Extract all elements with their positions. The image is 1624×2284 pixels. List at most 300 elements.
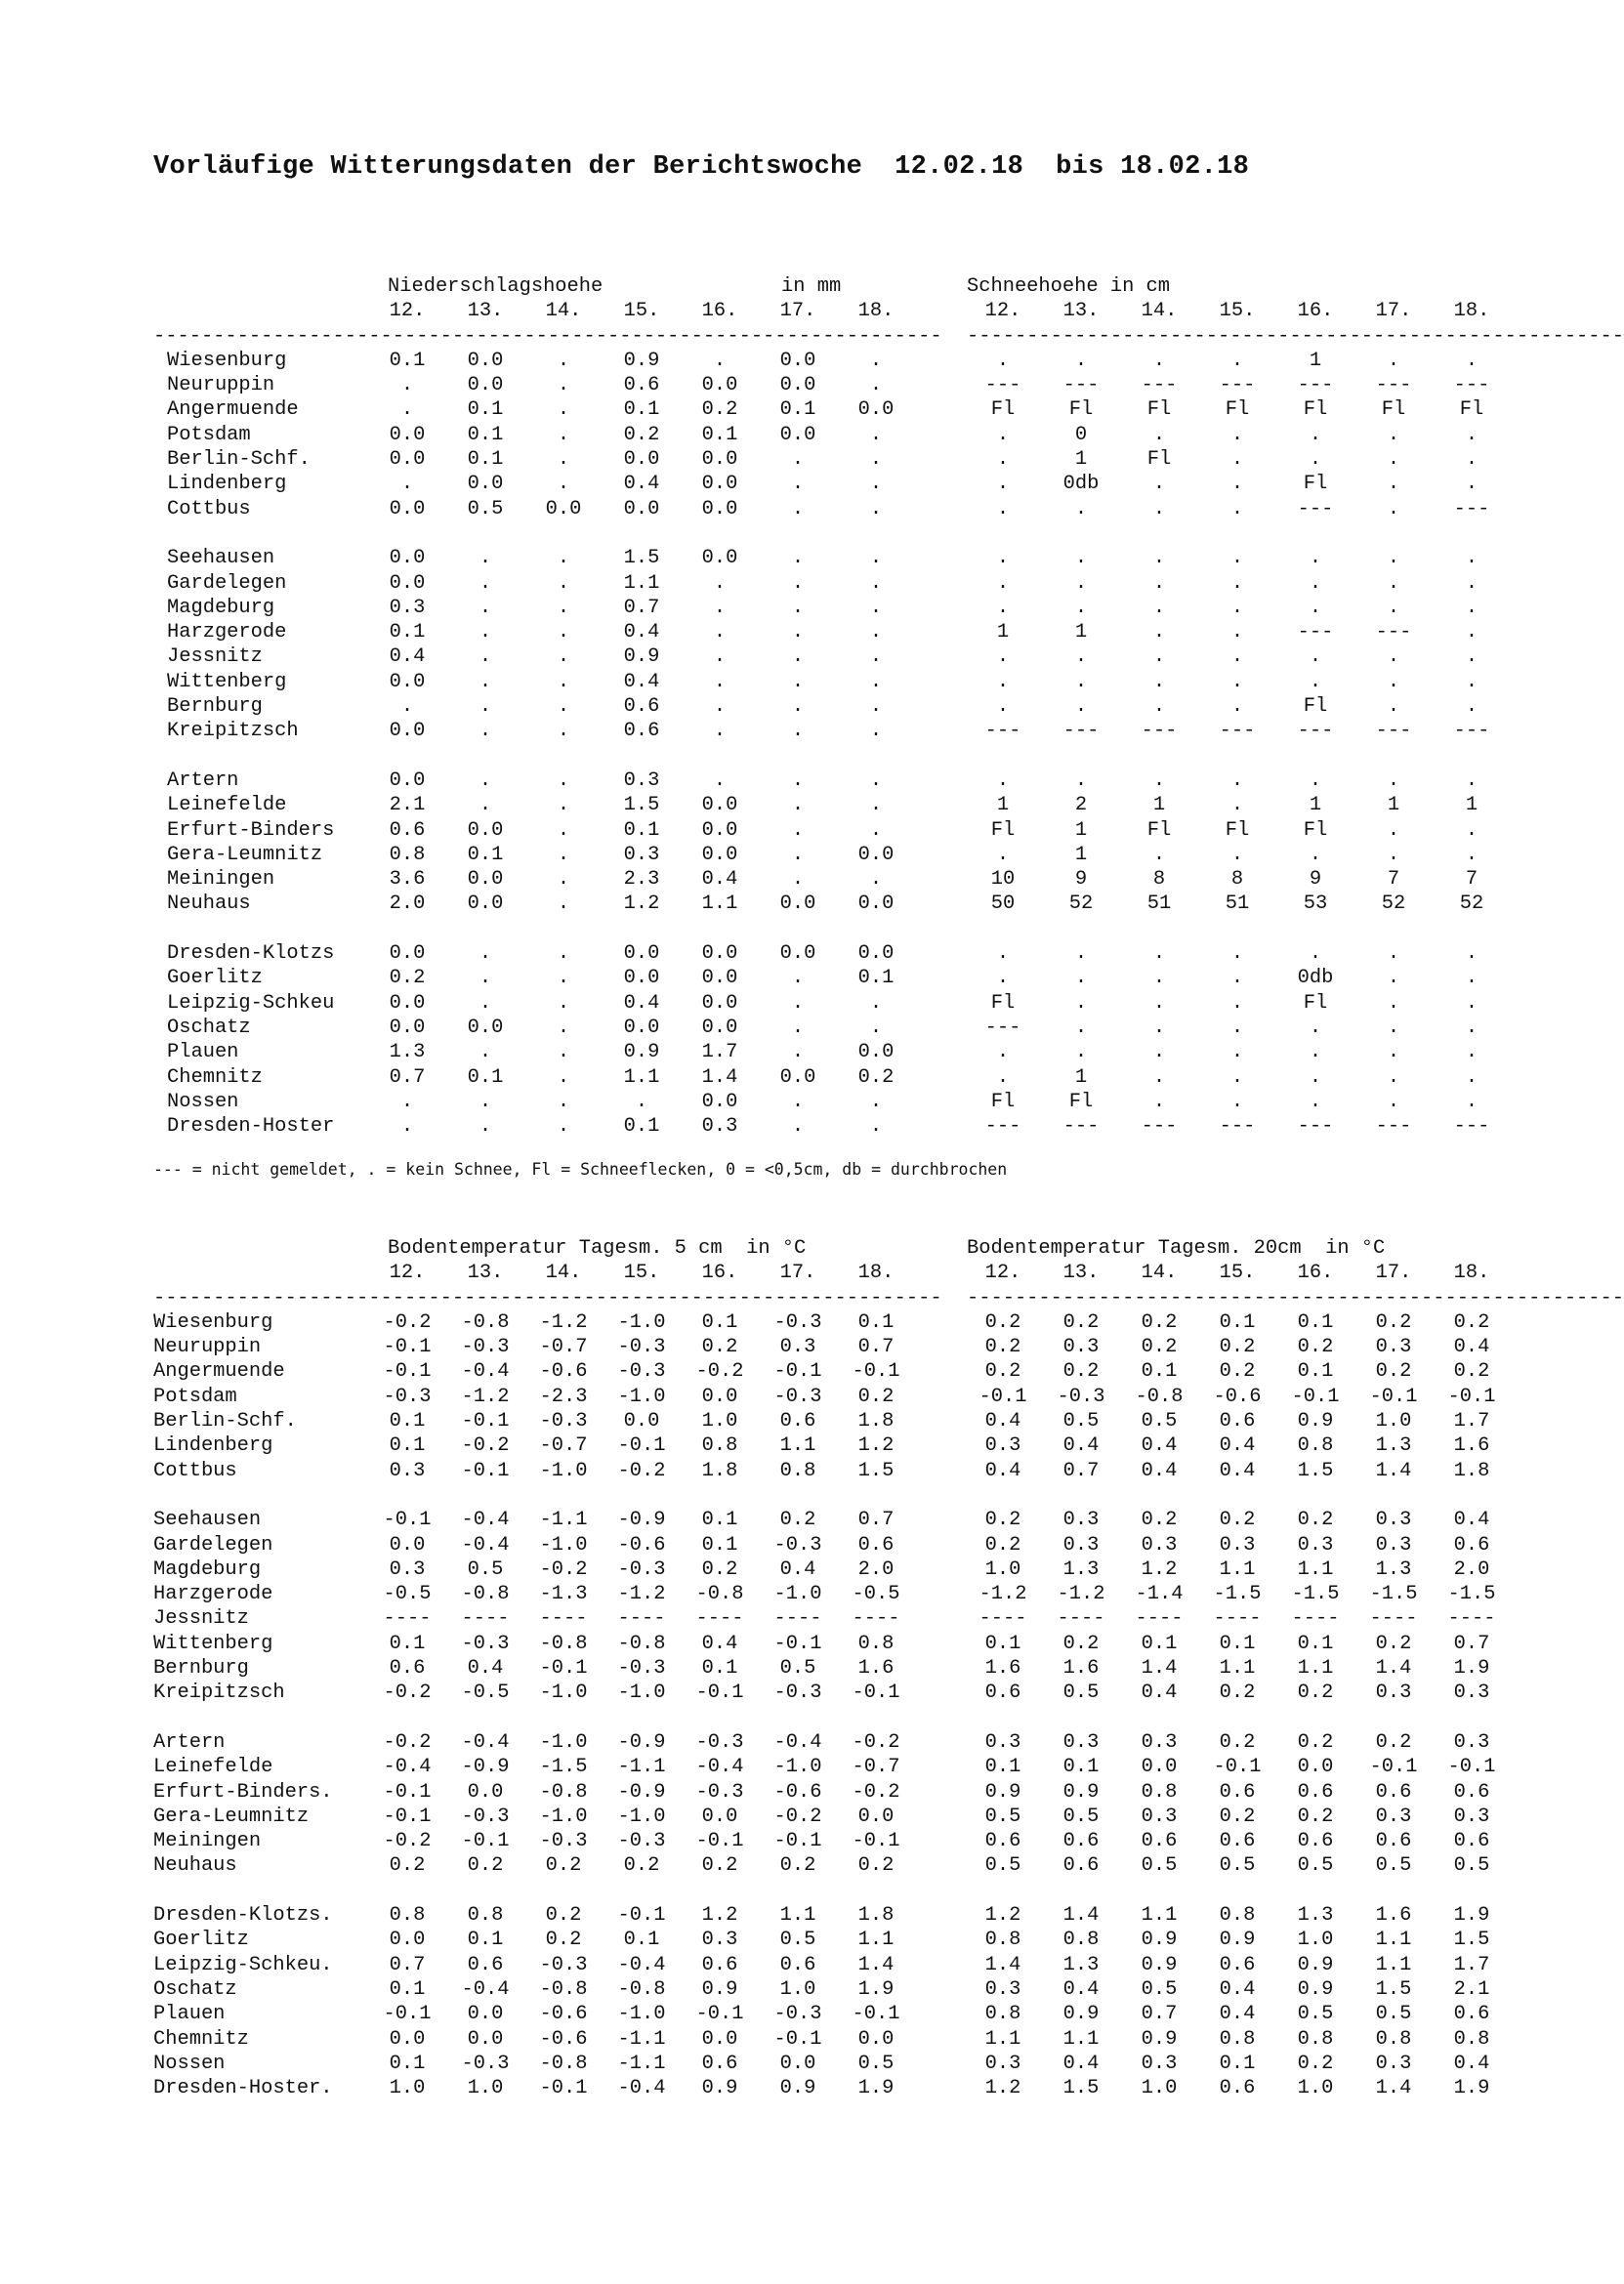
precip-value: . [479,670,492,693]
snow-value: 1 [1074,843,1088,866]
station-name: Magdeburg [167,596,275,619]
soil-temp-5cm-value: 1.5 [857,1459,895,1482]
snow-value: --- [1062,720,1100,743]
table-row [153,1903,1490,1928]
soil-temp-20cm-value: 0.5 [1375,1854,1412,1878]
snow-value: 1 [1152,794,1166,817]
precip-value: . [791,843,805,866]
precip-value: . [791,720,805,743]
soil-temp-5cm-value: 0.0 [389,1533,426,1557]
soil-temp-5cm-value: 1.9 [857,1977,895,2001]
soil-temp-20cm-value: 1.1 [984,2027,1021,2051]
soil-temp-5cm-value: -0.6 [617,1533,666,1557]
snow-value: 1 [1074,818,1088,842]
table-row [153,423,1478,447]
station-name: Artern [167,768,239,792]
soil-temp-5cm-value: 0.0 [389,2027,426,2051]
precip-snow-date-row [153,299,1490,323]
snow-value: 0db [1062,473,1100,496]
snow-value: . [1230,794,1244,817]
soil-temp-20cm-value: 0.2 [1453,1360,1490,1384]
soil-temp-20cm-value: 0.3 [984,1730,1021,1754]
soil-temp-20cm-value: 0.2 [1375,1730,1412,1754]
precip-value: 0.1 [779,398,816,422]
precip-value: . [635,1090,648,1113]
soil-temp-20cm-value: 0.2 [1375,1632,1412,1655]
precip-value: . [869,374,883,397]
day-label: 17. [1375,300,1412,323]
day-label: 13. [1062,300,1100,323]
soil-temp-20cm-value: 0.5 [1141,1854,1178,1878]
soil-temp-20cm-value: 1.4 [1062,1904,1100,1928]
soil-temp-5cm-value: 0.6 [779,1410,816,1433]
precip-value: 0.0 [467,893,504,916]
station-name: Goerlitz [153,1929,249,1952]
soil-temp-5cm-value: -1.0 [617,1385,666,1408]
precip-value: . [557,720,570,743]
soil-temp-20cm-value: 0.6 [1297,1830,1334,1853]
snow-value: Fl [1459,398,1484,422]
soil-temp-5cm-value: -0.8 [461,1310,510,1334]
table-row [153,1310,1490,1335]
soil-temp-5cm-value: ---- [695,1607,744,1631]
snow-value: --- [1141,1115,1178,1139]
soil-temp-20cm-value: 0.7 [1062,1459,1100,1482]
soil-temp-5cm-value: ---- [617,1607,666,1631]
precip-value: 0.0 [467,473,504,496]
soil-temp-20cm-value: 0.0 [1297,1756,1334,1779]
snow-value: . [1465,991,1478,1015]
soil-temp-5cm-value: -0.9 [461,1756,510,1779]
snow-value: . [1230,448,1244,472]
table-row [153,892,1484,916]
precip-value: . [557,398,570,422]
table-row [153,497,1490,521]
snow-value: . [1465,818,1478,842]
precip-value: . [869,645,883,669]
precip-value: 0.0 [701,967,738,990]
precip-value: . [791,448,805,472]
precip-value: 0.0 [467,818,504,842]
precip-value: . [400,374,414,397]
soil-temp-20cm-value: 0.2 [984,1310,1021,1334]
soil-temp-20cm-value: 0.2 [1062,1360,1100,1384]
precip-unit: in mm [781,275,842,298]
station-name: Berlin-Schf. [153,1410,297,1433]
soil-temp-5cm-value: -0.1 [461,1830,510,1853]
snow-value: . [1465,473,1478,496]
soil-temp-5cm-value: -0.1 [539,1657,588,1681]
soil-temp-20cm-value: 0.4 [1141,1434,1178,1458]
snow-value: . [1309,942,1322,966]
snow-value: . [1230,596,1244,619]
table-row [153,1409,1490,1433]
station-name: Leipzig-Schkeu [167,991,335,1015]
precip-value: 0.0 [701,497,738,520]
soil-temp-20cm-value: 0.5 [984,1805,1021,1828]
station-name: Gardelegen [167,571,287,595]
table-row [153,1582,1496,1606]
soil-temp-5cm-value: -0.1 [383,1780,432,1804]
soil-temp-5cm-value: -1.3 [539,1583,588,1606]
table-row [153,1016,1478,1040]
soil-temp-5cm-value: -0.8 [617,1632,666,1655]
snow-value: Fl [1303,398,1328,422]
snow-value: . [1387,596,1400,619]
soil-temp-5cm-value: -0.3 [617,1557,666,1581]
snow-value: . [1309,448,1322,472]
station-name: Cottbus [167,497,251,520]
soil-temp-5cm-value: 0.1 [623,1929,660,1952]
snow-value: . [996,670,1010,693]
soil-temp-5cm-value: -0.3 [461,1632,510,1655]
soil-temp-20cm-value: 0.3 [1375,1805,1412,1828]
soil-temp-20cm-value: 0.9 [1219,1929,1256,1952]
soil-temp-20cm-value: 0.6 [1453,1533,1490,1557]
soil-temp-5cm-value: -1.0 [773,1756,822,1779]
soil-temp-5cm-value: -0.3 [773,1310,822,1334]
precip-value: 0.9 [623,1041,660,1064]
day-label: 14. [545,1262,582,1285]
snow-value: . [1465,1016,1478,1039]
table-row [153,867,1478,892]
snow-value: . [1074,942,1088,966]
table-row [153,1730,1490,1755]
precip-value: 0.9 [623,645,660,669]
day-label: 12. [389,300,426,323]
snow-value: 50 [990,893,1016,916]
precip-value: 0.2 [623,423,660,446]
snow-value: . [1230,768,1244,792]
station-name: Plauen [167,1041,239,1064]
soil-temp-5cm-value: -0.3 [695,1730,744,1754]
soil-temp-20cm-value: 0.6 [1453,1830,1490,1853]
precip-value: . [869,768,883,792]
precip-value: . [791,967,805,990]
snow-value: . [1465,645,1478,669]
station-name: Gera-Leumnitz [167,843,323,866]
precip-value: 0.0 [623,1016,660,1039]
soil-temp-5cm-value: 0.2 [623,1854,660,1878]
snow-value: . [1465,448,1478,472]
soil-temp-5cm-value: -1.0 [617,2003,666,2026]
table-row [153,1780,1490,1805]
soil-temp-5cm-value: -0.1 [539,2077,588,2100]
snow-value: 10 [990,868,1016,892]
soil-temp-20cm-value: 0.2 [1375,1360,1412,1384]
station-name: Lindenberg [167,473,287,496]
soil-temp-5cm-value: -0.3 [773,2003,822,2026]
soil-temp-5cm-value: -0.4 [461,1509,510,1532]
soil-temp-20cm-value: 0.9 [1297,1953,1334,1976]
soil-temp-5cm-value: -0.7 [539,1434,588,1458]
station-group [153,349,1490,521]
precip-value: 0.0 [389,423,426,446]
snow-value: . [1074,349,1088,372]
soil-temp-5cm-value: -0.4 [383,1756,432,1779]
soil-temp-5cm-value: ---- [773,1607,822,1631]
soil-temp-20cm-value: -0.1 [1447,1385,1496,1408]
soil-temp-20cm-value: 0.4 [1141,1682,1178,1705]
soil-temp-20cm-value: 1.9 [1453,1904,1490,1928]
soil-temp-20cm-value: 0.8 [1219,1904,1256,1928]
precip-value: 0.0 [701,448,738,472]
precip-value: 0.0 [389,768,426,792]
soil-temp-5cm-value: -0.3 [461,2052,510,2075]
soil-temp-5cm-value: ---- [539,1607,588,1631]
soil-temp-20cm-value: 0.4 [1219,1459,1256,1482]
station-name: Jessnitz [153,1607,249,1631]
snow-value: 2 [1074,794,1088,817]
snow-value: . [1230,547,1244,570]
precip-value: 0.1 [467,448,504,472]
soil-temp-20cm-value: -0.1 [1213,1756,1262,1779]
soil-temp-5cm-value: -1.0 [539,1459,588,1482]
soil-temp-5cm-value: -0.1 [617,1434,666,1458]
soil-temp-20cm-value: -0.1 [1291,1385,1340,1408]
precip-value: . [713,670,727,693]
soil-temp-5cm-value: -2.3 [539,1385,588,1408]
soil-temp-20cm-value: 0.6 [1297,1780,1334,1804]
snow-value: 1 [1387,794,1400,817]
station-group [153,941,1490,1139]
precip-value: . [479,645,492,669]
precip-value: 0.0 [467,349,504,372]
snow-value: 1 [1074,1065,1088,1089]
soil-temp-20cm-value: 0.8 [1141,1780,1178,1804]
station-name: Oschatz [153,1977,237,2001]
soil-temp-5cm-value: -0.3 [617,1336,666,1359]
soil-temp-5cm-value: -0.8 [539,1632,588,1655]
soil-temp-5cm-value: 1.9 [857,2077,895,2100]
soil-temp-5cm-value: -0.1 [852,1360,900,1384]
station-name: Gardelegen [153,1533,273,1557]
snow-value: 7 [1465,868,1478,892]
precip-value: 0.7 [389,1065,426,1089]
snow-value: . [996,448,1010,472]
soil-temp-20cm-value: 1.3 [1062,1557,1100,1581]
snow-value: . [1230,349,1244,372]
precip-value: 0.0 [467,868,504,892]
soil-temp-20cm-value: 0.1 [984,1756,1021,1779]
snow-value: Fl [1225,818,1250,842]
station-group [153,546,1490,743]
precip-value: . [713,596,727,619]
soil-temp-20cm-value: -1.2 [979,1583,1027,1606]
snow-value: . [1309,571,1322,595]
snow-value: . [1309,645,1322,669]
soil-temp-20cm-value: 0.8 [1297,1434,1334,1458]
station-name: Goerlitz [167,967,263,990]
soil-temp-20cm-value: 0.5 [1297,1854,1334,1878]
day-label: 14. [1141,300,1178,323]
snow-value: . [1387,1016,1400,1039]
precip-value: 0.0 [389,670,426,693]
soil-temp-20cm-value: 0.2 [1219,1509,1256,1532]
soil-temp-5cm-value: -1.2 [617,1583,666,1606]
precip-value: . [557,1016,570,1039]
precip-value: . [557,868,570,892]
soil-temp-5cm-value: -0.1 [383,1336,432,1359]
precip-value: . [479,768,492,792]
precip-value: 0.2 [389,967,426,990]
snow-value: . [1309,1041,1322,1064]
soil-temp-5cm-value: 0.9 [701,1977,738,2001]
precip-value: . [791,991,805,1015]
soil-temp-5cm-value: -0.5 [852,1583,900,1606]
soil-temp-20cm-value: 0.3 [1375,2052,1412,2075]
snow-value: . [1465,670,1478,693]
snow-value: . [1465,843,1478,866]
snow-value: 0 [1074,423,1088,446]
precip-value: 0.9 [623,349,660,372]
soil-temp-5cm-value: 1.0 [389,2077,426,2100]
table-row [153,1805,1490,1829]
soil-temp-5cm-value: 0.4 [701,1632,738,1655]
precip-value: . [869,423,883,446]
soil-temp-20cm-value: 0.3 [1219,1533,1256,1557]
soil-temp-20cm-value: ---- [979,1607,1027,1631]
snow-value: . [1465,1090,1478,1113]
soil-temp-20cm-value: 1.3 [1375,1434,1412,1458]
soil-temp-5cm-value: -0.4 [461,1977,510,2001]
precip-value: . [557,645,570,669]
soil-temp-5cm-value: -0.1 [695,1830,744,1853]
soil-temp-20cm-value: 0.1 [1219,1310,1256,1334]
soil-temp-5cm-value: 1.6 [857,1657,895,1681]
snow-value: . [1465,695,1478,719]
snow-value: --- [1141,720,1178,743]
soil-temp-5cm-value: -0.6 [539,2003,588,2026]
snow-value: . [996,349,1010,372]
day-label: 17. [1375,1262,1412,1285]
soil-temp-5cm-value: -0.1 [383,1805,432,1828]
station-name: Cottbus [153,1459,237,1482]
precip-value: 0.1 [857,967,895,990]
soil-temp-5cm-value: -0.3 [461,1336,510,1359]
soil-temp-5cm-value: -0.4 [461,1533,510,1557]
snow-value: . [1074,571,1088,595]
soil-temp-5cm-value: -1.2 [539,1310,588,1334]
soil-temp-5cm-value: -1.1 [539,1509,588,1532]
snow-value: . [1152,423,1166,446]
precip-value: . [713,349,727,372]
soil-temp-5cm-value: -0.1 [852,2003,900,2026]
soil-temp-20cm-value: 0.1 [1141,1360,1178,1384]
precip-value: . [479,621,492,644]
snow-value: . [1387,942,1400,966]
precip-value: 0.4 [623,473,660,496]
precip-value: . [869,571,883,595]
soil-temp-20cm-value: 2.1 [1453,1977,1490,2001]
soil-temp-5cm-value: -0.6 [539,1360,588,1384]
station-group [153,768,1484,917]
station-name: Jessnitz [167,645,263,669]
soil-temp-20cm-value: 1.4 [1141,1657,1178,1681]
soil-temp-20cm-value: 0.8 [1453,2027,1490,2051]
soil-temp-5cm-value: 0.6 [857,1533,895,1557]
soil-temp-5cm-value: 0.6 [389,1657,426,1681]
precip-value: . [791,868,805,892]
snow-value: 51 [1146,893,1172,916]
soil-temp-5cm-value: -0.5 [461,1682,510,1705]
station-group [153,1310,1496,1483]
day-label: 15. [623,1262,660,1285]
soil-temp-20cm-value: 0.8 [1297,2027,1334,2051]
soil-temp-20cm-value: 1.0 [1141,2077,1178,2100]
soil-temp-20cm-value: 0.3 [1062,1533,1100,1557]
snow-value: . [1309,1016,1322,1039]
snow-value: Fl [1068,1090,1094,1113]
soil-temp-20cm-value: 0.2 [1141,1310,1178,1334]
precip-value: 0.0 [857,893,895,916]
soil-temp-20cm-value: 1.1 [1219,1657,1256,1681]
soil-temp-20cm-value: 0.3 [1141,1730,1178,1754]
soil-temp-5cm-value: -0.4 [617,2077,666,2100]
precip-value: 0.3 [389,596,426,619]
soil-temp-5cm-value: 0.0 [779,2052,816,2075]
soil-temp-5cm-value: 1.0 [779,1977,816,2001]
precip-value: . [869,794,883,817]
soil-temp-20cm-value: 0.5 [1375,2003,1412,2026]
soil-temp-5cm-value: 0.5 [779,1929,816,1952]
precip-value: 0.0 [701,1016,738,1039]
soil-temp-20cm-value: 1.8 [1453,1459,1490,1482]
soil-temp-20cm-value: 0.9 [984,1780,1021,1804]
soil-temp-5cm-value: -0.2 [617,1459,666,1482]
station-group [153,1508,1496,1705]
snow-value: . [1230,1041,1244,1064]
table-row [153,1953,1490,1977]
soil-temp-20cm-value: 0.2 [1062,1632,1100,1655]
soil-temp-5cm-value: 0.2 [545,1929,582,1952]
soil-temp-5cm-value: -0.9 [617,1730,666,1754]
soil-temp-20cm-value: 0.7 [1141,2003,1178,2026]
table-row [153,694,1478,719]
soil-temp-5cm-value: -0.3 [617,1657,666,1681]
soil-temp-20cm-value: 0.6 [1219,1953,1256,1976]
soil-temp-20cm-value: 0.4 [984,1459,1021,1482]
soil-temp-5cm-value: -1.2 [461,1385,510,1408]
station-name: Dresden-Hoster. [153,2077,333,2100]
station-name: Wittenberg [153,1632,273,1655]
station-name: Dresden-Klotzs [167,942,335,966]
precip-value: . [479,695,492,719]
precip-value: 0.0 [779,942,816,966]
snow-value: 1 [1074,448,1088,472]
soil-temp-20cm-value: 0.1 [1297,1632,1334,1655]
soil-temp-20cm-value: 1.5 [1062,2077,1100,2100]
table-row [153,1433,1490,1458]
soil-temp-5cm-value: -0.2 [539,1557,588,1581]
soil-temp-5cm-value: 0.1 [701,1657,738,1681]
precip-value: 0.0 [545,497,582,520]
snow-value: . [1074,547,1088,570]
snow-value: --- [1219,374,1256,397]
soil-temp-5cm-value: -1.0 [617,1310,666,1334]
precip-value: . [557,423,570,446]
soil-temp-5cm-value: -0.4 [773,1730,822,1754]
precip-value: . [791,695,805,719]
soil-temp-5cm-value: -0.1 [617,1904,666,1928]
soil-temp-20cm-value: 1.1 [1062,2027,1100,2051]
precip-value: . [869,621,883,644]
snow-value: . [1230,1016,1244,1039]
snow-value: 52 [1068,893,1094,916]
precip-value: 0.1 [389,349,426,372]
snow-value: . [1387,497,1400,520]
soil-temp-20cm-value: 0.3 [984,2052,1021,2075]
